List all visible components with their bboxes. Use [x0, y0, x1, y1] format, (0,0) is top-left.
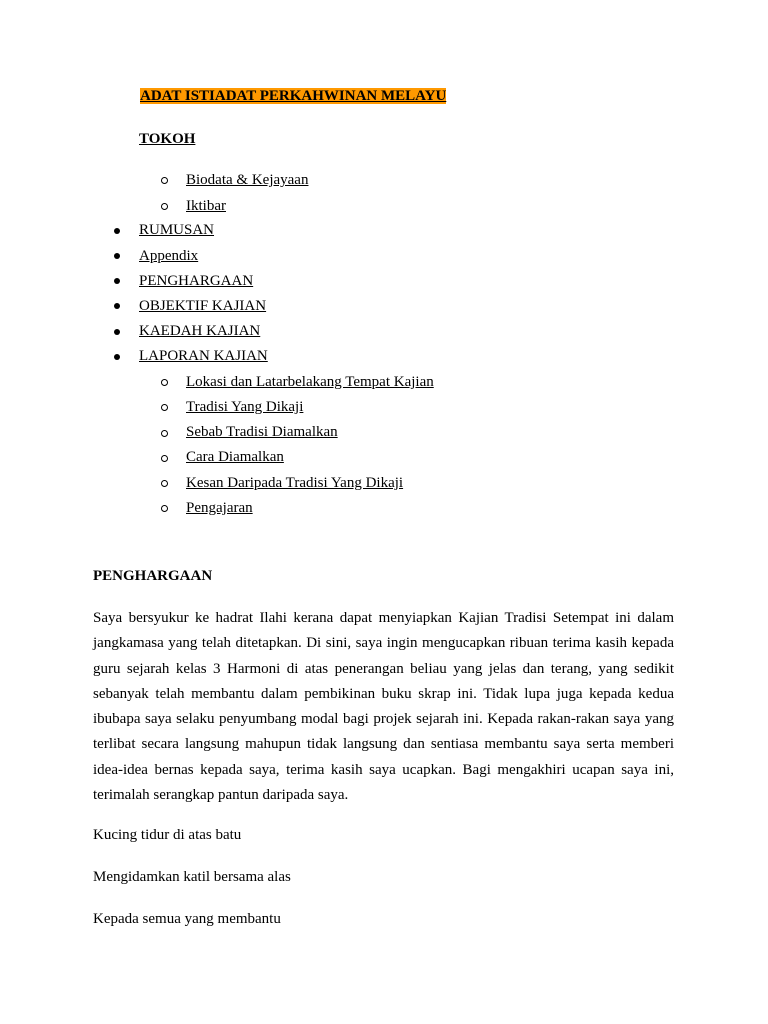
circle-bullet-icon — [161, 480, 168, 487]
toc-item[interactable]: Lokasi dan Latarbelakang Tempat Kajian — [186, 374, 434, 390]
toc-item[interactable]: Cara Diamalkan — [186, 449, 284, 465]
circle-bullet-icon — [161, 455, 168, 462]
disc-bullet-icon — [114, 303, 120, 309]
circle-bullet-icon — [161, 177, 168, 184]
toc-item[interactable]: Biodata & Kejayaan — [186, 172, 309, 188]
section-heading: PENGHARGAAN — [93, 568, 213, 584]
toc-item[interactable]: Iktibar — [186, 198, 226, 214]
toc-item[interactable]: Pengajaran — [186, 500, 253, 516]
circle-bullet-icon — [161, 404, 168, 411]
disc-bullet-icon — [114, 278, 120, 284]
title-highlight: ADAT ISTIADAT PERKAHWINAN MELAYU — [140, 88, 447, 104]
circle-bullet-icon — [161, 379, 168, 386]
toc-item[interactable]: Sebab Tradisi Diamalkan — [186, 424, 338, 440]
subtitle-tokoh: TOKOH — [139, 131, 196, 147]
disc-bullet-icon — [114, 228, 120, 234]
verse-line: Mengidamkan katil bersama alas — [93, 869, 291, 885]
disc-bullet-icon — [114, 354, 120, 360]
verse-line: Kepada semua yang membantu — [93, 911, 281, 927]
circle-bullet-icon — [161, 430, 168, 437]
toc-item[interactable]: OBJEKTIF KAJIAN — [139, 298, 267, 314]
toc-item[interactable]: RUMUSAN — [139, 222, 215, 238]
toc-item[interactable]: Tradisi Yang Dikaji — [186, 399, 304, 415]
document-title — [139, 86, 447, 106]
verse-line: Kucing tidur di atas batu — [93, 827, 242, 843]
toc-item[interactable]: LAPORAN KAJIAN — [139, 348, 268, 364]
toc-item[interactable]: PENGHARGAAN — [139, 273, 254, 289]
circle-bullet-icon — [161, 203, 168, 210]
toc-item[interactable]: KAEDAH KAJIAN — [139, 323, 261, 339]
circle-bullet-icon — [161, 505, 168, 512]
acknowledgement-paragraph: Saya bersyukur ke hadrat Ilahi kerana dapat menyiapkan Kajian Tradisi Setempat ini dalam jangkamasa yang telah ditetapkan. Di sini, saya ingin mengucapkan ribuan terima kasih kepada guru sejarah kelas 3 Harmoni di atas penerangan beliau yang jelas dan terang, yang sedikit sebanyak telah membantu dalam pembikinan buku skrap ini. Tidak lupa juga kepada kedua ibubapa saya selaku penyumbang modal bagi projek sejarah ini. Kepada rakan-rakan saya yang terlibat secara langsung mahupun tidak langsung dan sentiasa membantu saya serta memberi idea-idea bernas kepada saya, terima kasih saya ucapkan. Bagi mengakhiri ucapan saya ini, terimalah serangkap pantun daripada saya. — [93, 610, 674, 804]
disc-bullet-icon — [114, 329, 120, 335]
toc-item[interactable]: Appendix — [139, 248, 199, 264]
toc-item[interactable]: Kesan Daripada Tradisi Yang Dikaji — [186, 475, 404, 491]
disc-bullet-icon — [114, 253, 120, 259]
